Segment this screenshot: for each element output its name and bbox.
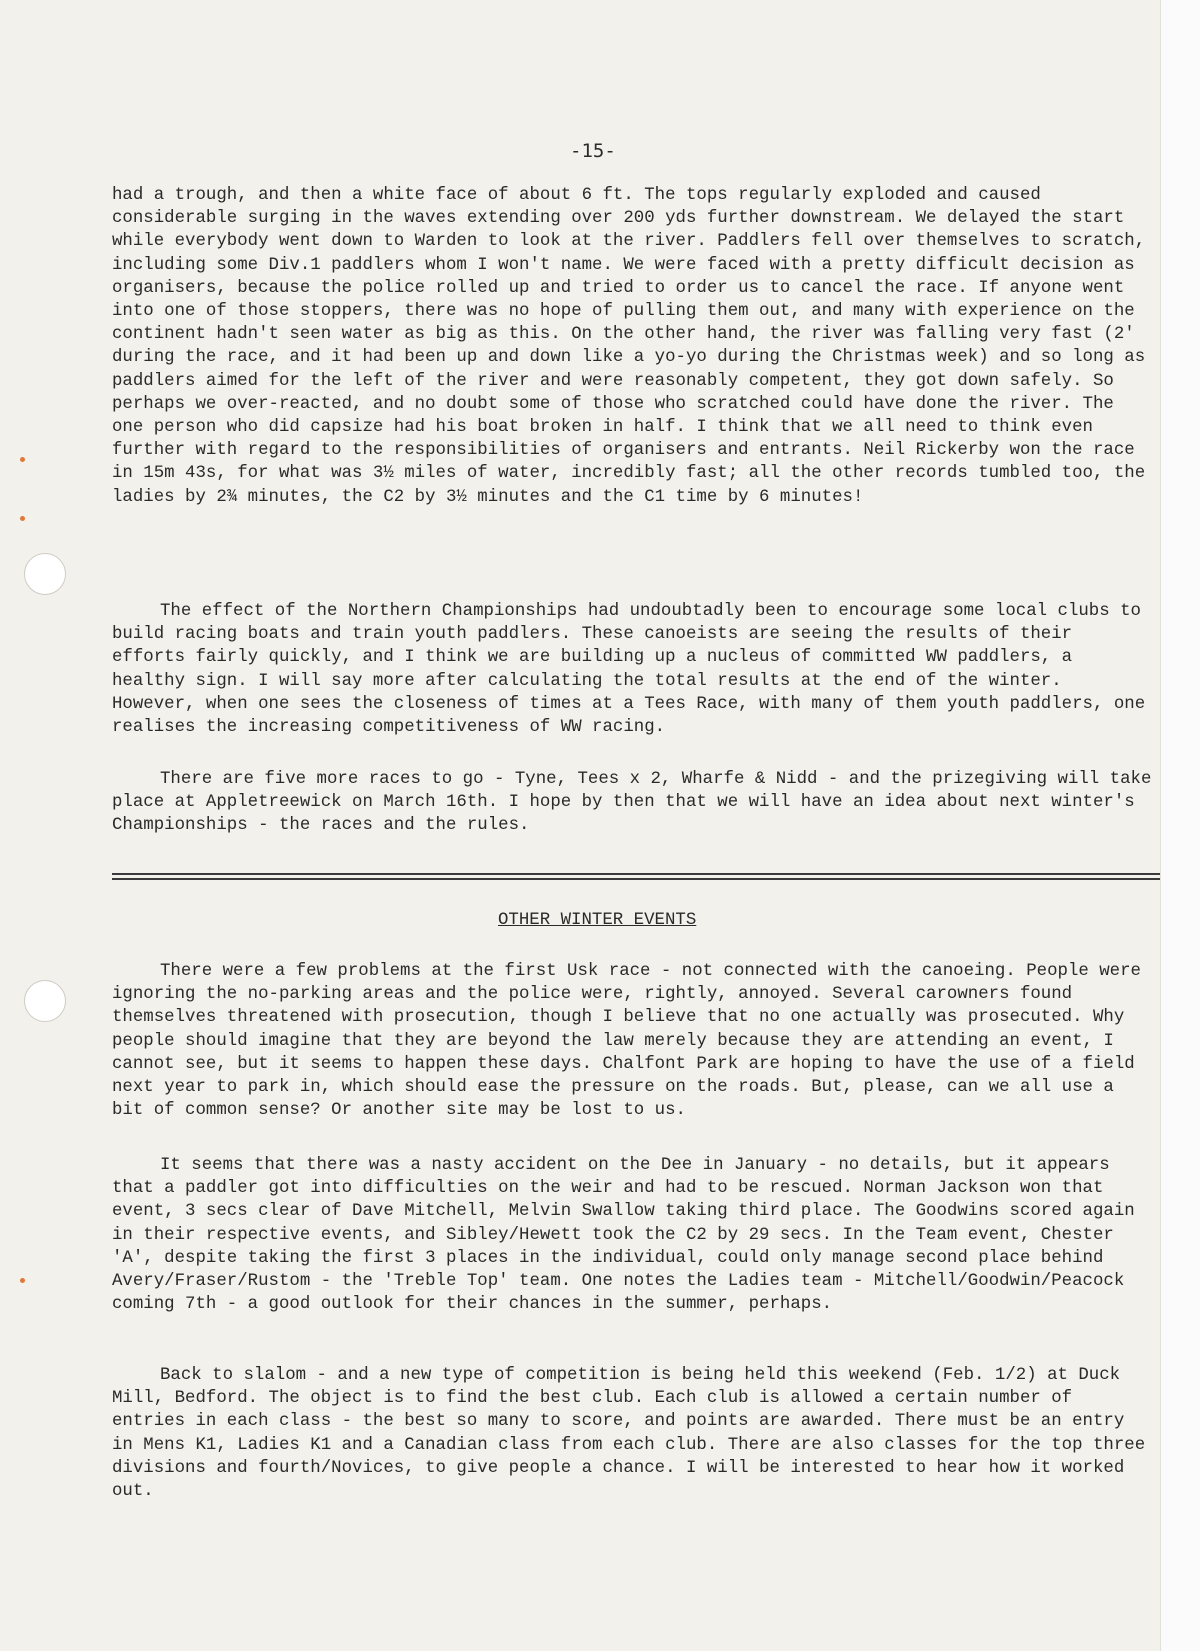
punch-hole <box>24 980 66 1022</box>
paragraph: It seems that there was a nasty accident on the Dee in January - no details, but it appears that a paddler got into difficulties on the weir and had to be rescued. Norman Jackson won that event, 3 secs clear of Dave Mitchell, Melvin Swallow taking third place. The Goodwins scored again in their respective events, and Sibley/Hewett took the C2 by 29 secs. In the Team event, Chester 'A', despite taking the first 3 places in the individual, could only manage second place behind Avery/Fraser/Rustom - the 'Treble Top' team. One notes the Ladies team - Mitchell/Goodwin/Peacock coming 7th - a good outlook for their chances in the summer, perhaps. <box>112 1156 1135 1315</box>
paragraph: There are five more races to go - Tyne, Tees x 2, Wharfe & Nidd - and the prizegiving will take place at Appletreewick on March 16th. I hope by then that we will have an idea about next winter's Championships - the races and the rules. <box>112 770 1152 836</box>
paragraph: There were a few problems at the first Usk race - not connected with the canoeing. People were ignoring the no-parking areas and the police were, rightly, annoyed. Several carowners found themselves threatened with prosecution, though I believe that no one actually was prosecuted. Why people should imagine that they are beyond the law merely because they are attending an event, I cannot see, but it seems to happen these days. Chalfont Park are hoping to have the use of a field next year to park in, which should ease the pressure on the roads. But, please, can we all use a bit of common sense? Or another site may be lost to us. <box>112 962 1141 1121</box>
section-heading: OTHER WINTER EVENTS <box>498 911 697 930</box>
page-edge <box>1160 0 1200 1651</box>
margin-mark <box>20 1278 25 1283</box>
margin-mark <box>20 516 25 521</box>
paragraph: had a trough, and then a white face of about 6 ft. The tops regularly exploded and caused considerable surging in the waves extending over 200 yds further downstream. We delayed the start while everybody went down to Warden to look at the river. Paddlers fell over themselves to scratch, including some Div.1 paddlers whom I won't name. We were faced with a pretty difficult decision as organisers, because the police rolled up and tried to order us to cancel the race. If anyone went into one of those stoppers, there was no hope of pulling them out, and many with experience on the continent hadn't seen water as big as this. On the other hand, the river was falling very fast (2' during the race, and it had been up and down like a yo-yo during the Christmas week) and so long as paddlers aimed for the left of the river and were reasonably competent, they got down safely. So perhaps we over-reacted, and no doubt some of those who scratched could have done the river. The one person who did capsize had his boat broken in half. I think that we all need to think even further with regard to the responsibilities of organisers and entrants. Neil Rickerby won the race in 15m 43s, for what was 3½ miles of water, incredibly fast; all the other records tumbled too, the ladies by 2¾ minutes, the C2 by 3½ minutes and the C1 time by 6 minutes! <box>112 186 1146 507</box>
paragraph: The effect of the Northern Championships had undoubtadly been to encourage some local clubs to build racing boats and train youth paddlers. These canoeists are seeing the results of their efforts fairly quickly, and I think we are building up a nucleus of committed WW paddlers, a healthy sign. I will say more after calculating the total results at the end of the winter. However, when one sees the closeness of times at a Tees Race, with many of them youth paddlers, one realises the increasing competitiveness of WW racing. <box>112 602 1146 738</box>
margin-mark <box>20 457 25 462</box>
paragraph: Back to slalom - and a new type of competition is being held this weekend (Feb. 1/2) at Duck Mill, Bedford. The object is to find the best club. Each club is allowed a certain number of entries in each class - the best so many to score, and points are awarded. There must be an entry in Mens K1, Ladies K1 and a Canadian class from each club. There are also classes for the top three divisions and fourth/Novices, to give people a chance. I will be interested to hear how it worked out. <box>112 1366 1146 1502</box>
section-divider <box>112 873 1164 880</box>
punch-hole <box>24 553 66 595</box>
page-number: -15- <box>570 140 616 162</box>
